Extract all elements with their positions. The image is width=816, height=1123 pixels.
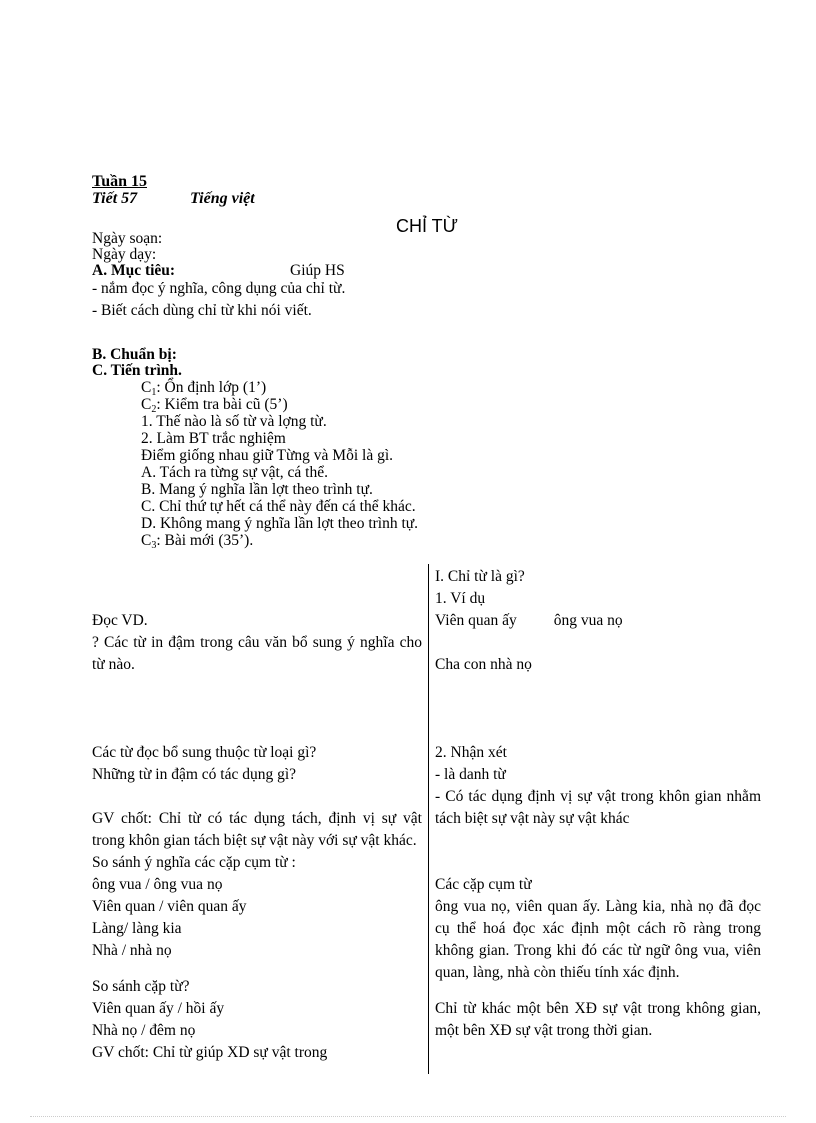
left-p7: ông vua / ông vua nọ	[92, 876, 223, 893]
left-p6: So sánh ý nghĩa các cặp cụm từ :	[92, 854, 296, 871]
objective-item-2: - Biết cách dùng chỉ từ khi nói viết.	[92, 302, 312, 319]
right-p2: 1. Ví dụ	[435, 590, 486, 607]
content-column	[435, 566, 761, 1042]
review-question-2: 2. Làm BT trắc nghiệm	[141, 430, 286, 447]
step-c3: $C_3$: Bài mới (35’).	[141, 532, 254, 551]
left-p9: Làng/ làng kia	[92, 920, 182, 937]
section-c-heading: C. Tiến trình.	[92, 362, 182, 379]
left-p4: Những từ in đậm có tác dụng gì?	[92, 766, 297, 783]
right-p7: - Có tác dụng định vị sự vật trong khôn gian nhằm tách biệt sự vật này sự vật khác	[435, 788, 761, 827]
quiz-question: Điểm giống nhau giữ Từng và Mỗi là gì.	[141, 447, 394, 464]
review-question-1: 1. Thế nào là số từ và lợng từ.	[141, 413, 327, 430]
subject-label: Tiếng việt	[190, 190, 255, 207]
quiz-option-a: A. Tách ra từng sự vật, cá thể.	[141, 464, 328, 481]
right-p10: Chỉ từ khác một bên XĐ sự vật trong không gian, một bên XĐ sự vật trong thời gian.	[435, 1000, 761, 1039]
section-a-heading: A. Mục tiêu:	[92, 262, 176, 279]
quiz-option-c: C. Chỉ thứ tự hết cá thể này đến cá thể khác.	[141, 498, 416, 515]
prep-date: Ngày soạn:	[92, 230, 163, 247]
step-c1: $C_1$: Ổn định lớp (1’)	[141, 379, 267, 398]
teach-date: Ngày dạy:	[92, 246, 157, 263]
left-p5: GV chốt: Chỉ từ có tác dụng tách, định vị sự vật trong khôn gian tách biệt sự vật này với sự vật khác.	[92, 810, 422, 849]
left-p11: So sánh cặp từ?	[92, 978, 190, 995]
left-p2: ? Các từ in đậm trong câu văn bổ sung ý nghĩa cho từ nào.	[92, 634, 422, 673]
right-p6: - là danh từ	[435, 766, 506, 783]
right-p1: I. Chỉ từ là gì?	[435, 568, 525, 585]
step-c2: $C_2$: Kiểm tra bài cũ (5’)	[141, 396, 288, 415]
left-p8: Viên quan / viên quan ấy	[92, 898, 247, 915]
left-p10: Nhà / nhà nọ	[92, 942, 172, 959]
quiz-option-b: B. Mang ý nghĩa lần lợt theo trình tự.	[141, 481, 373, 498]
lesson-label: Tiết 57	[92, 190, 138, 207]
right-p5: 2. Nhận xét	[435, 744, 507, 761]
left-p12: Viên quan ấy / hồi ấy	[92, 1000, 225, 1017]
quiz-option-d: D. Không mang ý nghĩa lần lợt theo trình tự.	[141, 515, 419, 532]
section-b-heading: B. Chuẩn bị:	[92, 346, 177, 363]
week-label: Tuần 15	[92, 173, 147, 190]
left-p3: Các từ đọc bổ sung thuộc từ loại gì?	[92, 744, 317, 761]
section-a-helper: Giúp HS	[290, 262, 345, 279]
right-p8: Các cặp cụm từ	[435, 876, 532, 893]
right-p3: Viên quan ấy ông vua nọ	[435, 612, 623, 629]
left-p13: Nhà nọ / đêm nọ	[92, 1022, 196, 1039]
teacher-activity-column	[92, 566, 422, 1064]
page-bottom-border	[30, 1116, 786, 1117]
right-p9: ông vua nọ, viên quan ấy. Làng kia, nhà nọ đã đọc cụ thể hoá đọc xác định một cách rõ ràng trong không gian. Trong khi đó các từ ngữ ông vua, viên quan, làng, nhà còn thiếu tính xác định.	[435, 898, 761, 981]
page-title: CHỈ TỪ	[396, 216, 459, 236]
left-p1: Đọc VD.	[92, 612, 148, 629]
column-divider	[428, 564, 429, 1074]
objective-item-1: - nắm đọc ý nghĩa, công dụng của chỉ từ.	[92, 280, 346, 297]
left-p14: GV chốt: Chỉ từ giúp XD sự vật trong	[92, 1044, 328, 1061]
right-p4: Cha con nhà nọ	[435, 656, 532, 673]
